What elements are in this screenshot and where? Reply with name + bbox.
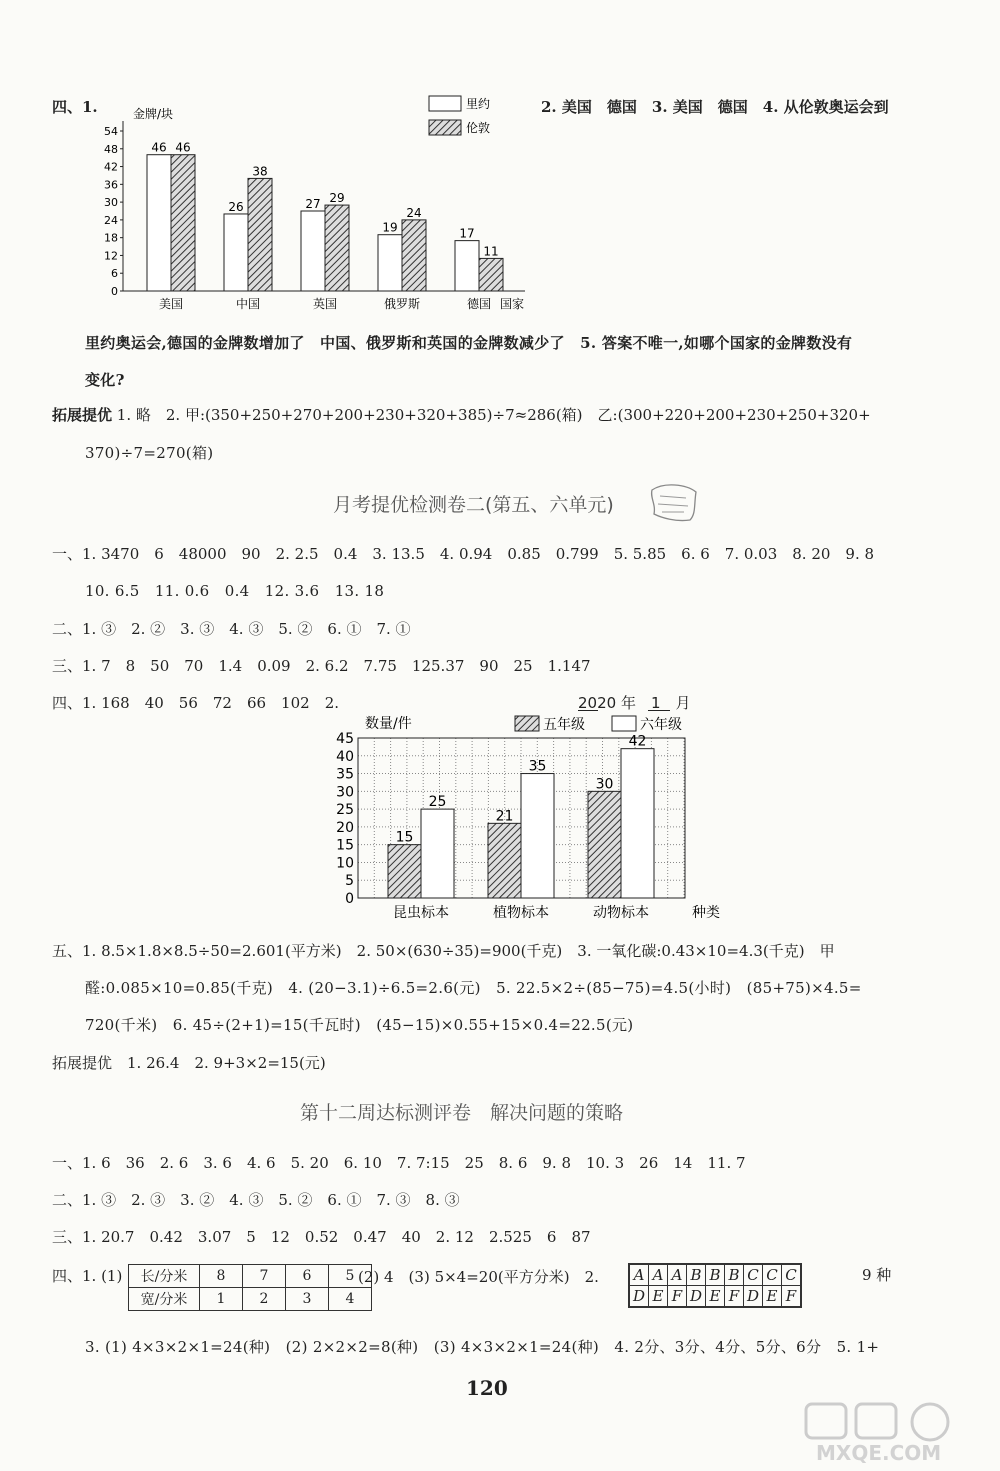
y-tick-label: 0 xyxy=(111,285,118,298)
extension-line-2: 370)÷7=270(箱) xyxy=(85,444,214,462)
x-category-label: 德国 xyxy=(466,297,492,311)
bar-value-label: 38 xyxy=(252,164,268,179)
answer-line: 里约奥运会,德国的金牌数增加了 中国、俄罗斯和英国的金牌数减少了 5. 答案不唯一,如哪个国家的金牌数没有 xyxy=(85,334,853,352)
page-number: 120 xyxy=(466,1376,508,1400)
y-tick-label: 30 xyxy=(336,784,354,801)
chart1-xlabel: 国家 xyxy=(500,297,525,311)
table-cell: 5 xyxy=(329,1265,372,1288)
table-cell: 8 xyxy=(200,1265,243,1288)
legend-rio: 里约 xyxy=(466,97,491,111)
letter-cell: D xyxy=(687,1286,706,1308)
letter-cell: A xyxy=(649,1264,668,1286)
letter-cell: C xyxy=(763,1264,782,1286)
table-head: 宽/分米 xyxy=(129,1288,200,1311)
letter-cell: B xyxy=(706,1264,725,1286)
y-tick-label: 18 xyxy=(104,231,118,245)
bar-rio xyxy=(301,211,325,291)
x-category-label: 美国 xyxy=(158,297,184,311)
answer-line: 一、1. 6 36 2. 6 3. 6 4. 6 5. 20 6. 10 7. 7:15 25 8. 6 9. 8 10. 3 26 14 11. 7 xyxy=(52,1154,746,1172)
bar-value-label: 24 xyxy=(406,205,422,220)
y-tick-label: 42 xyxy=(104,160,118,174)
bar-value-label: 26 xyxy=(228,199,244,214)
y-tick-label: 20 xyxy=(336,819,354,836)
bar-value-label: 30 xyxy=(595,776,614,793)
length-width-table xyxy=(128,1264,372,1311)
bar-grade5 xyxy=(488,823,521,898)
answer-line: 二、1. ③ 2. ② 3. ③ 4. ③ 5. ② 6. ① 7. ① xyxy=(52,620,411,638)
answer-text: (2) 4 (3) 5×4=20(平方分米) 2. xyxy=(358,1268,599,1286)
letter-cell: C xyxy=(744,1264,763,1286)
q4-label: 四、1. xyxy=(52,98,98,116)
bar-value-label: 19 xyxy=(382,220,398,235)
bar-grade5 xyxy=(388,845,421,898)
x-category-label: 昆虫标本 xyxy=(393,905,449,921)
answer-line: 一、1. 3470 6 48000 90 2. 2.5 0.4 3. 13.5 4. 0.94 0.85 0.799 5. 5.85 6. 6 7. 0.03 8. 20 9. 8 xyxy=(52,545,875,563)
letter-cell: A xyxy=(629,1264,649,1286)
letter-cell: D xyxy=(744,1286,763,1308)
table-row xyxy=(129,1265,372,1288)
legend-grade5: 五年级 xyxy=(543,717,585,733)
table-cell: 3 xyxy=(286,1288,329,1311)
y-tick-label: 45 xyxy=(336,731,354,747)
letter-cell: E xyxy=(649,1286,668,1308)
letter-cell: D xyxy=(629,1286,649,1308)
letter-cell: F xyxy=(668,1286,687,1308)
bar-value-label: 46 xyxy=(151,140,167,155)
letter-cell: F xyxy=(725,1286,744,1308)
bar-rio xyxy=(147,155,171,291)
answer-line: 10. 6.5 11. 0.6 0.4 12. 3.6 13. 18 xyxy=(85,582,385,600)
answer-line: 3. (1) 4×3×2×1=24(种) (2) 2×2×2=8(种) (3) 4×3×2×1=24(种) 4. 2分、3分、4分、5分、6分 5. 1+ xyxy=(85,1338,880,1356)
bar-value-label: 11 xyxy=(483,244,499,259)
stamp-icon xyxy=(646,478,702,526)
answer-line: 720(千米) 6. 45÷(2+1)=15(千瓦时) (45−15)×0.55+15×0.4=22.5(元) xyxy=(85,1016,634,1034)
bar-grade5 xyxy=(588,791,621,898)
answers-2-4: 2. 美国 德国 3. 美国 德国 4. 从伦敦奥运会到 xyxy=(541,98,889,116)
table-head: 长/分米 xyxy=(129,1265,200,1288)
letter-cell: C xyxy=(782,1264,802,1286)
x-category-label: 俄罗斯 xyxy=(383,297,421,311)
table-row xyxy=(629,1286,801,1308)
bar-london xyxy=(325,205,349,291)
y-tick-label: 10 xyxy=(336,855,354,872)
legend-hatched-swatch xyxy=(429,120,461,135)
answer-line: 二、1. ③ 2. ③ 3. ② 4. ③ 5. ② 6. ① 7. ③ 8. ③ xyxy=(52,1191,460,1209)
bar-grade6 xyxy=(421,809,454,898)
letter-cell: B xyxy=(687,1264,706,1286)
legend-plain-swatch xyxy=(429,96,461,111)
y-tick-label: 24 xyxy=(104,213,118,227)
bar-value-label: 42 xyxy=(628,733,647,750)
bar-london xyxy=(248,178,272,291)
y-tick-label: 40 xyxy=(336,748,354,765)
bar-rio xyxy=(378,235,402,291)
bar-value-label: 27 xyxy=(305,197,321,211)
letter-cell: A xyxy=(668,1264,687,1286)
x-category-label: 植物标本 xyxy=(493,905,549,921)
letter-grid xyxy=(628,1263,802,1308)
specimen-chart xyxy=(330,706,730,926)
y-tick-label: 12 xyxy=(104,249,118,263)
y-tick-label: 35 xyxy=(336,766,354,783)
answer-line: 五、1. 8.5×1.8×8.5÷50=2.601(平方米) 2. 50×(630÷35)=900(千克) 3. 一氧化碳:0.43×10=4.3(千克) 甲 xyxy=(52,942,835,960)
bar-london xyxy=(171,155,195,291)
y-tick-label: 48 xyxy=(104,142,118,156)
table-cell: 4 xyxy=(329,1288,372,1311)
y-tick-label: 0 xyxy=(345,891,354,907)
chart1-legend xyxy=(428,92,518,142)
y-tick-label: 6 xyxy=(111,267,118,281)
bar-grade6 xyxy=(521,774,554,898)
answer-line: 三、1. 7 8 50 70 1.4 0.09 2. 6.2 7.75 125.37 90 25 1.147 xyxy=(52,657,591,675)
extension-line: 拓展提优 1. 26.4 2. 9+3×2=15(元) xyxy=(52,1054,326,1072)
answer-line: 四、1. 168 40 56 72 66 102 2. xyxy=(52,694,340,712)
chart2-date: 2020 年 1 月 xyxy=(578,694,691,712)
extension-line xyxy=(52,404,871,425)
legend-hatched-swatch xyxy=(515,716,539,731)
letter-cell: B xyxy=(725,1264,744,1286)
table-row xyxy=(629,1264,801,1286)
letter-cell: E xyxy=(763,1286,782,1308)
bar-value-label: 25 xyxy=(428,794,447,811)
bar-value-label: 15 xyxy=(395,829,414,846)
watermark-text: MXQE.COM xyxy=(816,1441,942,1465)
letter-cell: F xyxy=(782,1286,802,1308)
y-tick-label: 25 xyxy=(336,802,354,819)
x-category-label: 英国 xyxy=(312,297,338,311)
bar-grade6 xyxy=(621,749,654,898)
table-cell: 7 xyxy=(243,1265,286,1288)
legend-plain-swatch xyxy=(612,716,636,731)
letter-cell: E xyxy=(706,1286,725,1308)
y-tick-label: 54 xyxy=(104,125,118,138)
y-tick-label: 15 xyxy=(336,837,354,854)
bar-rio xyxy=(455,241,479,291)
bar-value-label: 35 xyxy=(528,758,547,775)
y-tick-label: 5 xyxy=(345,873,354,890)
chart1-ylabel: 金牌/块 xyxy=(133,107,174,121)
bar-london xyxy=(402,220,426,291)
legend-swatches xyxy=(428,92,518,138)
section-title: 月考提优检测卷二(第五、六单元) xyxy=(333,494,614,516)
chart1-plot xyxy=(104,121,525,311)
extension-label: 拓展提优 xyxy=(52,406,113,424)
legend-grade6: 六年级 xyxy=(640,717,682,733)
table-cell: 6 xyxy=(286,1265,329,1288)
y-tick-label: 30 xyxy=(104,196,118,210)
bar-value-label: 17 xyxy=(459,226,475,241)
chart2-plot xyxy=(336,731,720,921)
table-cell: 1 xyxy=(200,1288,243,1311)
watermark-logo xyxy=(800,1400,980,1466)
bar-value-label: 29 xyxy=(329,191,345,206)
table-row xyxy=(129,1288,372,1311)
x-category-label: 中国 xyxy=(235,297,261,311)
legend-london: 伦敦 xyxy=(466,121,491,135)
bar-value-label: 21 xyxy=(495,808,514,825)
kinds-count: 9 种 xyxy=(862,1266,892,1284)
answer-line: 变化? xyxy=(85,371,125,389)
chart2-xlabel: 种类 xyxy=(692,905,720,921)
bar-rio xyxy=(224,214,248,291)
x-category-label: 动物标本 xyxy=(593,905,649,921)
extension-text: 1. 略 2. 甲:(350+250+270+200+230+320+385)÷7≈286(箱) 乙:(300+220+200+230+250+320+ xyxy=(112,406,871,424)
chart2-ylabel: 数量/件 xyxy=(365,716,412,732)
answer-line: 三、1. 20.7 0.42 3.07 5 12 0.52 0.47 40 2. 12 2.525 6 87 xyxy=(52,1228,591,1246)
section-title: 第十二周达标测评卷 解决问题的策略 xyxy=(300,1102,624,1124)
answer-line: 醛:0.085×10=0.85(千克) 4. (20−3.1)÷6.5=2.6(元) 5. 22.5×2÷(85−75)=4.5(小时) (85+75)×4.5= xyxy=(85,979,862,997)
y-tick-label: 36 xyxy=(104,178,118,192)
bar-value-label: 46 xyxy=(175,140,191,155)
bar-london xyxy=(479,258,503,291)
table-cell: 2 xyxy=(243,1288,286,1311)
q4-label: 四、1. (1) xyxy=(52,1267,123,1285)
